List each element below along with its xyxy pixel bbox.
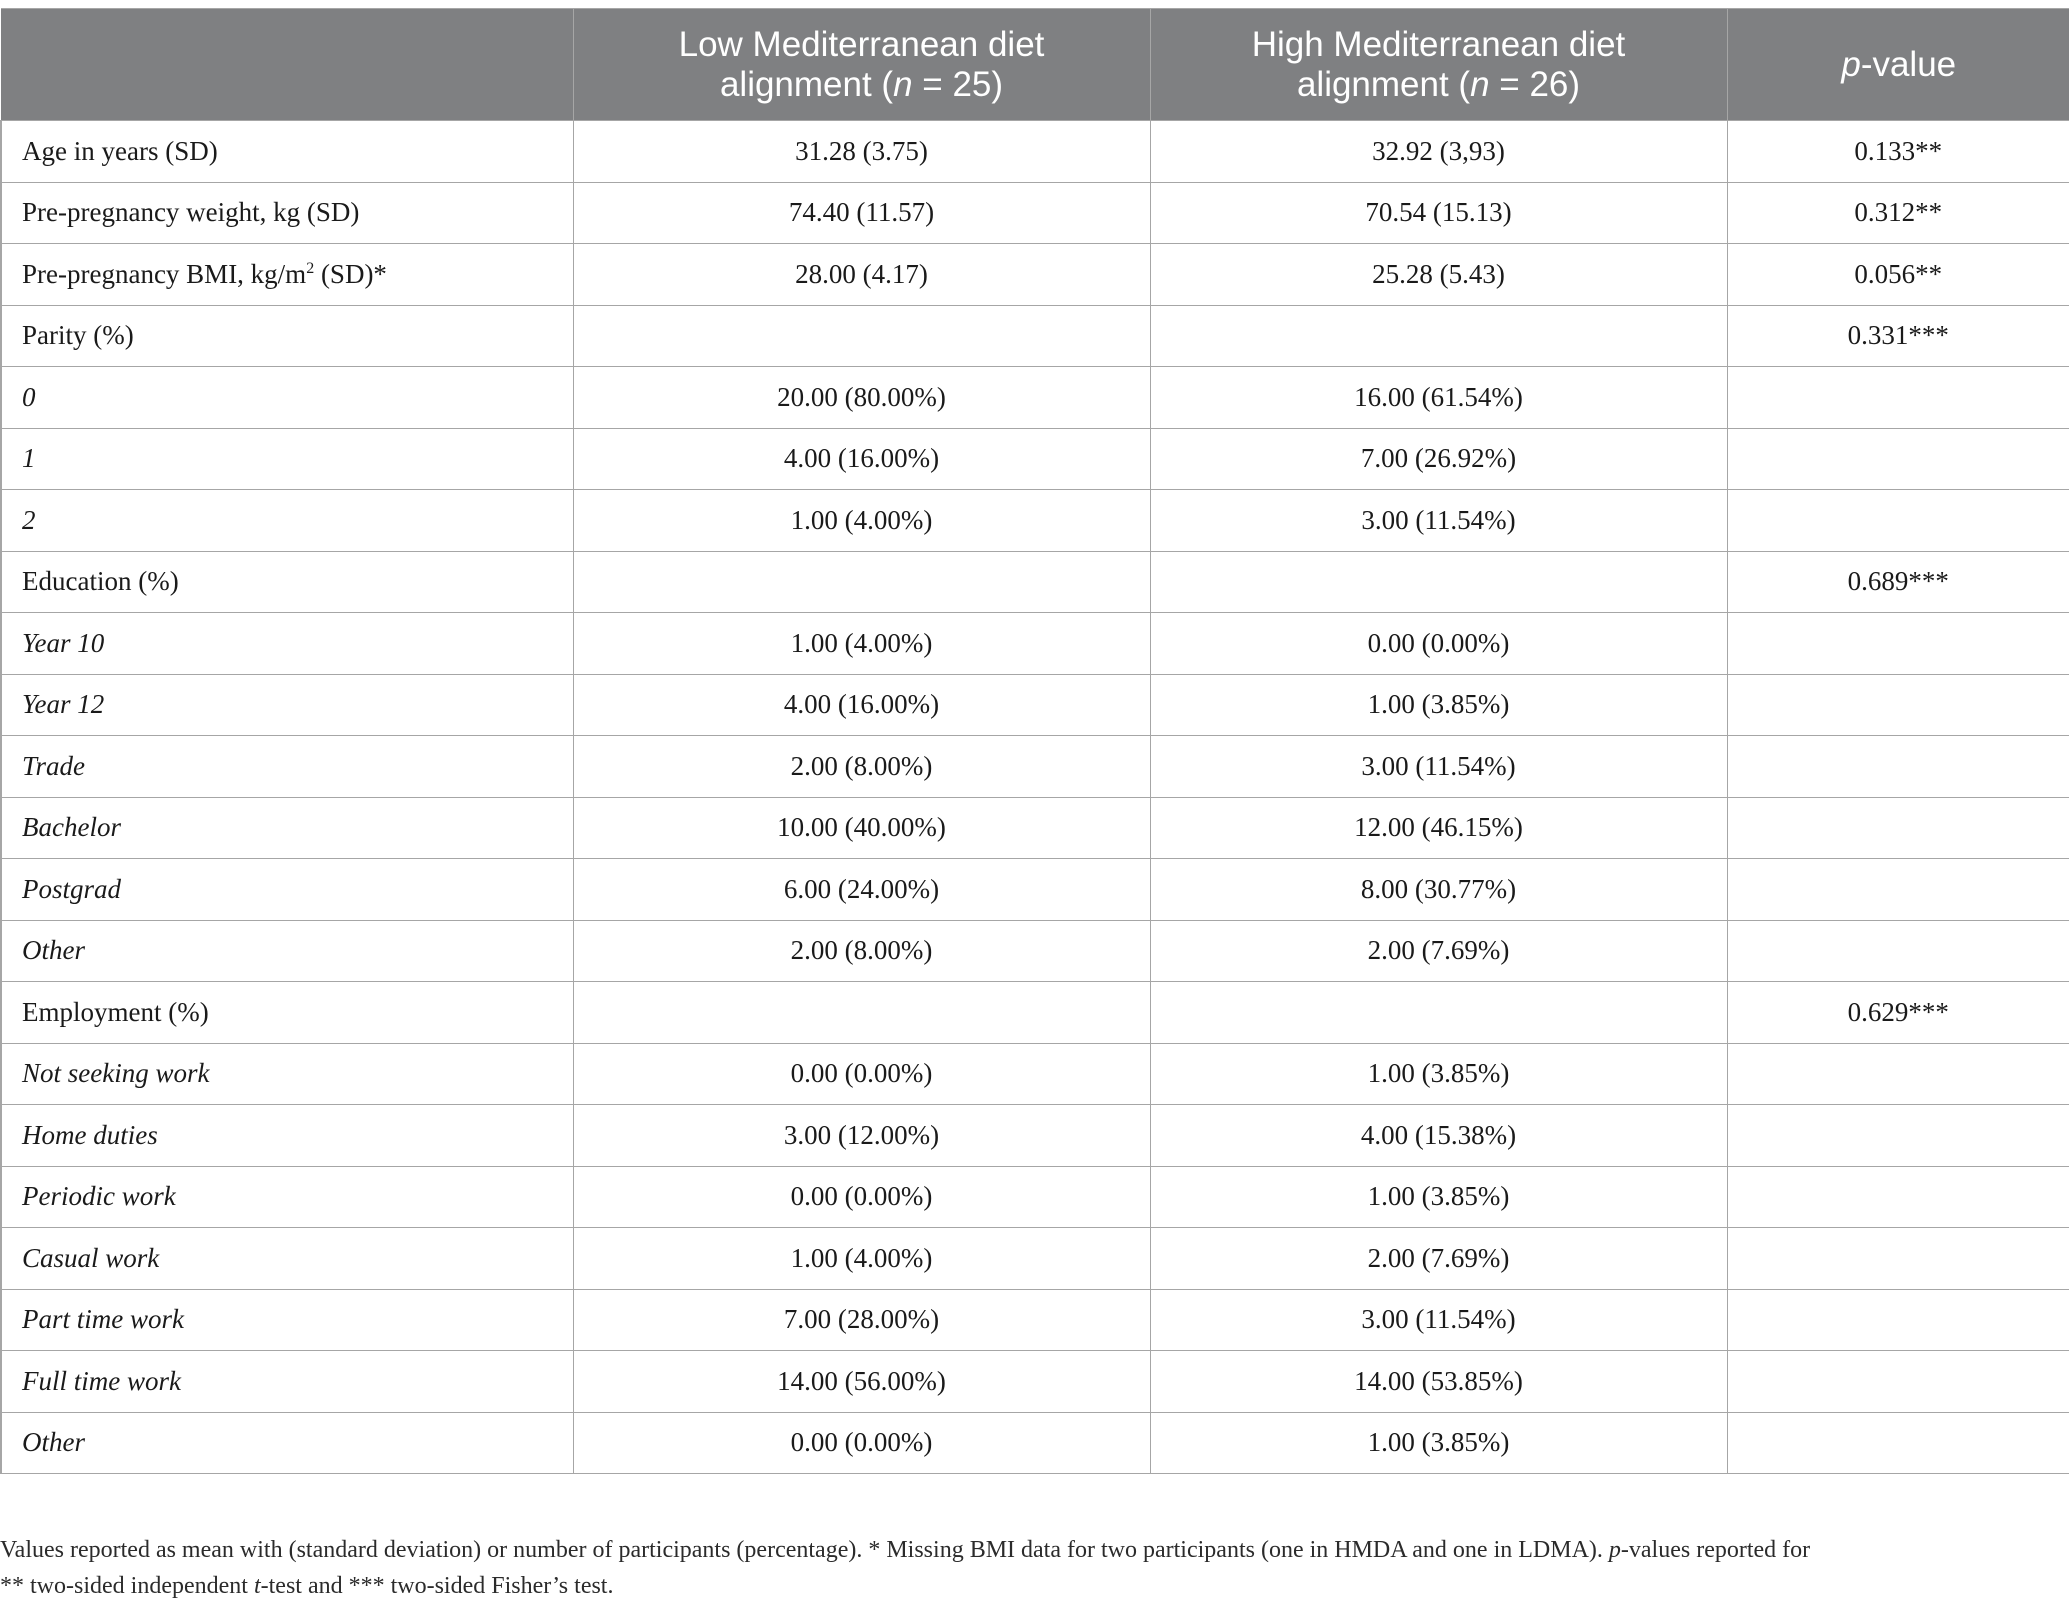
footnote-part1: Values reported as mean with (standard deviation) or number of participants (percentage). * Missing BMI data for two participants (one in HMDA and one in LDMA). bbox=[0, 1537, 1609, 1563]
high-value: 8.00 (30.77%) bbox=[1150, 859, 1727, 921]
header-p-italic: p bbox=[1841, 44, 1861, 84]
high-value bbox=[1150, 982, 1727, 1044]
table-row-employment-other bbox=[1, 1412, 2069, 1474]
footnote-p-italic: p bbox=[1608, 1537, 1621, 1563]
low-value: 10.00 (40.00%) bbox=[573, 797, 1150, 859]
p-value: 0.689*** bbox=[1727, 551, 2069, 613]
row-label: Year 12 bbox=[1, 674, 573, 736]
footnote-part4: -test and *** two-sided Fisher’s test. bbox=[260, 1573, 614, 1599]
low-value bbox=[573, 305, 1150, 367]
row-label: Other bbox=[1, 1412, 573, 1474]
header-high-n: n bbox=[1470, 64, 1490, 104]
p-value bbox=[1727, 428, 2069, 490]
low-value bbox=[573, 982, 1150, 1044]
table-row-home-duties bbox=[1, 1105, 2069, 1167]
row-label: 1 bbox=[1, 428, 573, 490]
low-value: 1.00 (4.00%) bbox=[573, 613, 1150, 675]
low-value: 2.00 (8.00%) bbox=[573, 736, 1150, 798]
low-value: 2.00 (8.00%) bbox=[573, 920, 1150, 982]
table-row-not-seeking-work bbox=[1, 1043, 2069, 1105]
low-value: 4.00 (16.00%) bbox=[573, 428, 1150, 490]
header-low-line2-pre: alignment ( bbox=[719, 64, 894, 104]
table-row-part-time-work bbox=[1, 1289, 2069, 1351]
row-label: Trade bbox=[1, 736, 573, 798]
low-value bbox=[573, 551, 1150, 613]
table-row-postgrad bbox=[1, 859, 2069, 921]
row-label: Casual work bbox=[1, 1228, 573, 1290]
p-value bbox=[1727, 1351, 2069, 1413]
low-value: 4.00 (16.00%) bbox=[573, 674, 1150, 736]
table-row-parity-2 bbox=[1, 490, 2069, 552]
row-label: 0 bbox=[1, 367, 573, 429]
p-value bbox=[1727, 674, 2069, 736]
high-value: 1.00 (3.85%) bbox=[1150, 1412, 1727, 1474]
p-value: 0.056** bbox=[1727, 244, 2069, 306]
high-value: 3.00 (11.54%) bbox=[1150, 1289, 1727, 1351]
low-value: 1.00 (4.00%) bbox=[573, 490, 1150, 552]
high-value: 70.54 (15.13) bbox=[1150, 182, 1727, 244]
low-value: 1.00 (4.00%) bbox=[573, 1228, 1150, 1290]
low-value: 0.00 (0.00%) bbox=[573, 1166, 1150, 1228]
p-value bbox=[1727, 1289, 2069, 1351]
high-value: 1.00 (3.85%) bbox=[1150, 1043, 1727, 1105]
row-label bbox=[1, 244, 573, 306]
low-value: 31.28 (3.75) bbox=[573, 121, 1150, 183]
table-row-casual-work bbox=[1, 1228, 2069, 1290]
low-value: 6.00 (24.00%) bbox=[573, 859, 1150, 921]
p-value bbox=[1727, 1105, 2069, 1167]
p-value bbox=[1727, 490, 2069, 552]
header-low-line1: Low Mediterranean diet bbox=[678, 24, 1045, 64]
row-label: Other bbox=[1, 920, 573, 982]
p-value: 0.331*** bbox=[1727, 305, 2069, 367]
low-value: 0.00 (0.00%) bbox=[573, 1043, 1150, 1105]
row-label: Education (%) bbox=[1, 551, 573, 613]
row-label: Home duties bbox=[1, 1105, 573, 1167]
p-value bbox=[1727, 859, 2069, 921]
p-value: 0.312** bbox=[1727, 182, 2069, 244]
table-row-employment bbox=[1, 982, 2069, 1044]
low-value: 20.00 (80.00%) bbox=[573, 367, 1150, 429]
high-value: 2.00 (7.69%) bbox=[1150, 1228, 1727, 1290]
p-value bbox=[1727, 1166, 2069, 1228]
p-value bbox=[1727, 736, 2069, 798]
table-row-year-12 bbox=[1, 674, 2069, 736]
footnote-part3: ** two-sided independent bbox=[0, 1573, 254, 1599]
high-value: 16.00 (61.54%) bbox=[1150, 367, 1727, 429]
header-low-line2-post: = 25) bbox=[912, 64, 1004, 104]
p-value bbox=[1727, 1228, 2069, 1290]
high-value bbox=[1150, 551, 1727, 613]
high-value: 1.00 (3.85%) bbox=[1150, 1166, 1727, 1228]
low-value: 28.00 (4.17) bbox=[573, 244, 1150, 306]
header-high-line2-post: = 26) bbox=[1489, 64, 1581, 104]
low-value: 0.00 (0.00%) bbox=[573, 1412, 1150, 1474]
row-label: Employment (%) bbox=[1, 982, 573, 1044]
table-row-trade bbox=[1, 736, 2069, 798]
header-p-rest: -value bbox=[1860, 44, 1957, 84]
table-row-age bbox=[1, 121, 2069, 183]
demographics-table bbox=[0, 8, 2069, 1474]
p-value bbox=[1727, 920, 2069, 982]
bmi-label-post: (SD)* bbox=[314, 258, 387, 289]
row-label: 2 bbox=[1, 490, 573, 552]
header-low-n: n bbox=[893, 64, 913, 104]
table-row-bachelor bbox=[1, 797, 2069, 859]
table-row-education bbox=[1, 551, 2069, 613]
row-label: Full time work bbox=[1, 1351, 573, 1413]
table-row-education-other bbox=[1, 920, 2069, 982]
p-value bbox=[1727, 797, 2069, 859]
high-value: 0.00 (0.00%) bbox=[1150, 613, 1727, 675]
row-label: Parity (%) bbox=[1, 305, 573, 367]
high-value: 32.92 (3,93) bbox=[1150, 121, 1727, 183]
header-row bbox=[1, 9, 2069, 121]
p-value: 0.133** bbox=[1727, 121, 2069, 183]
low-value: 74.40 (11.57) bbox=[573, 182, 1150, 244]
p-value bbox=[1727, 1043, 2069, 1105]
high-value bbox=[1150, 305, 1727, 367]
row-label: Postgrad bbox=[1, 859, 573, 921]
row-label: Bachelor bbox=[1, 797, 573, 859]
table-row-weight bbox=[1, 182, 2069, 244]
header-high-alignment bbox=[1150, 9, 1727, 121]
footnote-part2: -values reported for bbox=[1620, 1537, 1811, 1563]
high-value: 12.00 (46.15%) bbox=[1150, 797, 1727, 859]
table-row-year-10 bbox=[1, 613, 2069, 675]
high-value: 1.00 (3.85%) bbox=[1150, 674, 1727, 736]
table-row-bmi bbox=[1, 244, 2069, 306]
bmi-label-pre: Pre-pregnancy BMI, kg/m bbox=[22, 258, 307, 289]
table-footnote bbox=[0, 1532, 2069, 1604]
high-value: 3.00 (11.54%) bbox=[1150, 490, 1727, 552]
p-value bbox=[1727, 1412, 2069, 1474]
p-value bbox=[1727, 613, 2069, 675]
header-blank-cell bbox=[1, 9, 573, 121]
p-value: 0.629*** bbox=[1727, 982, 2069, 1044]
high-value: 25.28 (5.43) bbox=[1150, 244, 1727, 306]
high-value: 4.00 (15.38%) bbox=[1150, 1105, 1727, 1167]
low-value: 14.00 (56.00%) bbox=[573, 1351, 1150, 1413]
header-high-line1: High Mediterranean diet bbox=[1251, 24, 1626, 64]
row-label: Not seeking work bbox=[1, 1043, 573, 1105]
low-value: 7.00 (28.00%) bbox=[573, 1289, 1150, 1351]
header-low-alignment bbox=[573, 9, 1150, 121]
high-value: 7.00 (26.92%) bbox=[1150, 428, 1727, 490]
table-row-parity bbox=[1, 305, 2069, 367]
table-row-parity-1 bbox=[1, 428, 2069, 490]
low-value: 3.00 (12.00%) bbox=[573, 1105, 1150, 1167]
row-label: Pre-pregnancy weight, kg (SD) bbox=[1, 182, 573, 244]
row-label: Year 10 bbox=[1, 613, 573, 675]
table-row-full-time-work bbox=[1, 1351, 2069, 1413]
bmi-label-superscript: 2 bbox=[306, 259, 315, 277]
header-high-line2-pre: alignment ( bbox=[1296, 64, 1471, 104]
row-label: Age in years (SD) bbox=[1, 121, 573, 183]
footnote-t-italic: t bbox=[253, 1573, 261, 1599]
table-row-parity-0 bbox=[1, 367, 2069, 429]
row-label: Part time work bbox=[1, 1289, 573, 1351]
table-container bbox=[0, 8, 2069, 1474]
p-value bbox=[1727, 367, 2069, 429]
high-value: 14.00 (53.85%) bbox=[1150, 1351, 1727, 1413]
high-value: 3.00 (11.54%) bbox=[1150, 736, 1727, 798]
table-row-periodic-work bbox=[1, 1166, 2069, 1228]
row-label: Periodic work bbox=[1, 1166, 573, 1228]
header-p-value bbox=[1727, 9, 2069, 121]
high-value: 2.00 (7.69%) bbox=[1150, 920, 1727, 982]
